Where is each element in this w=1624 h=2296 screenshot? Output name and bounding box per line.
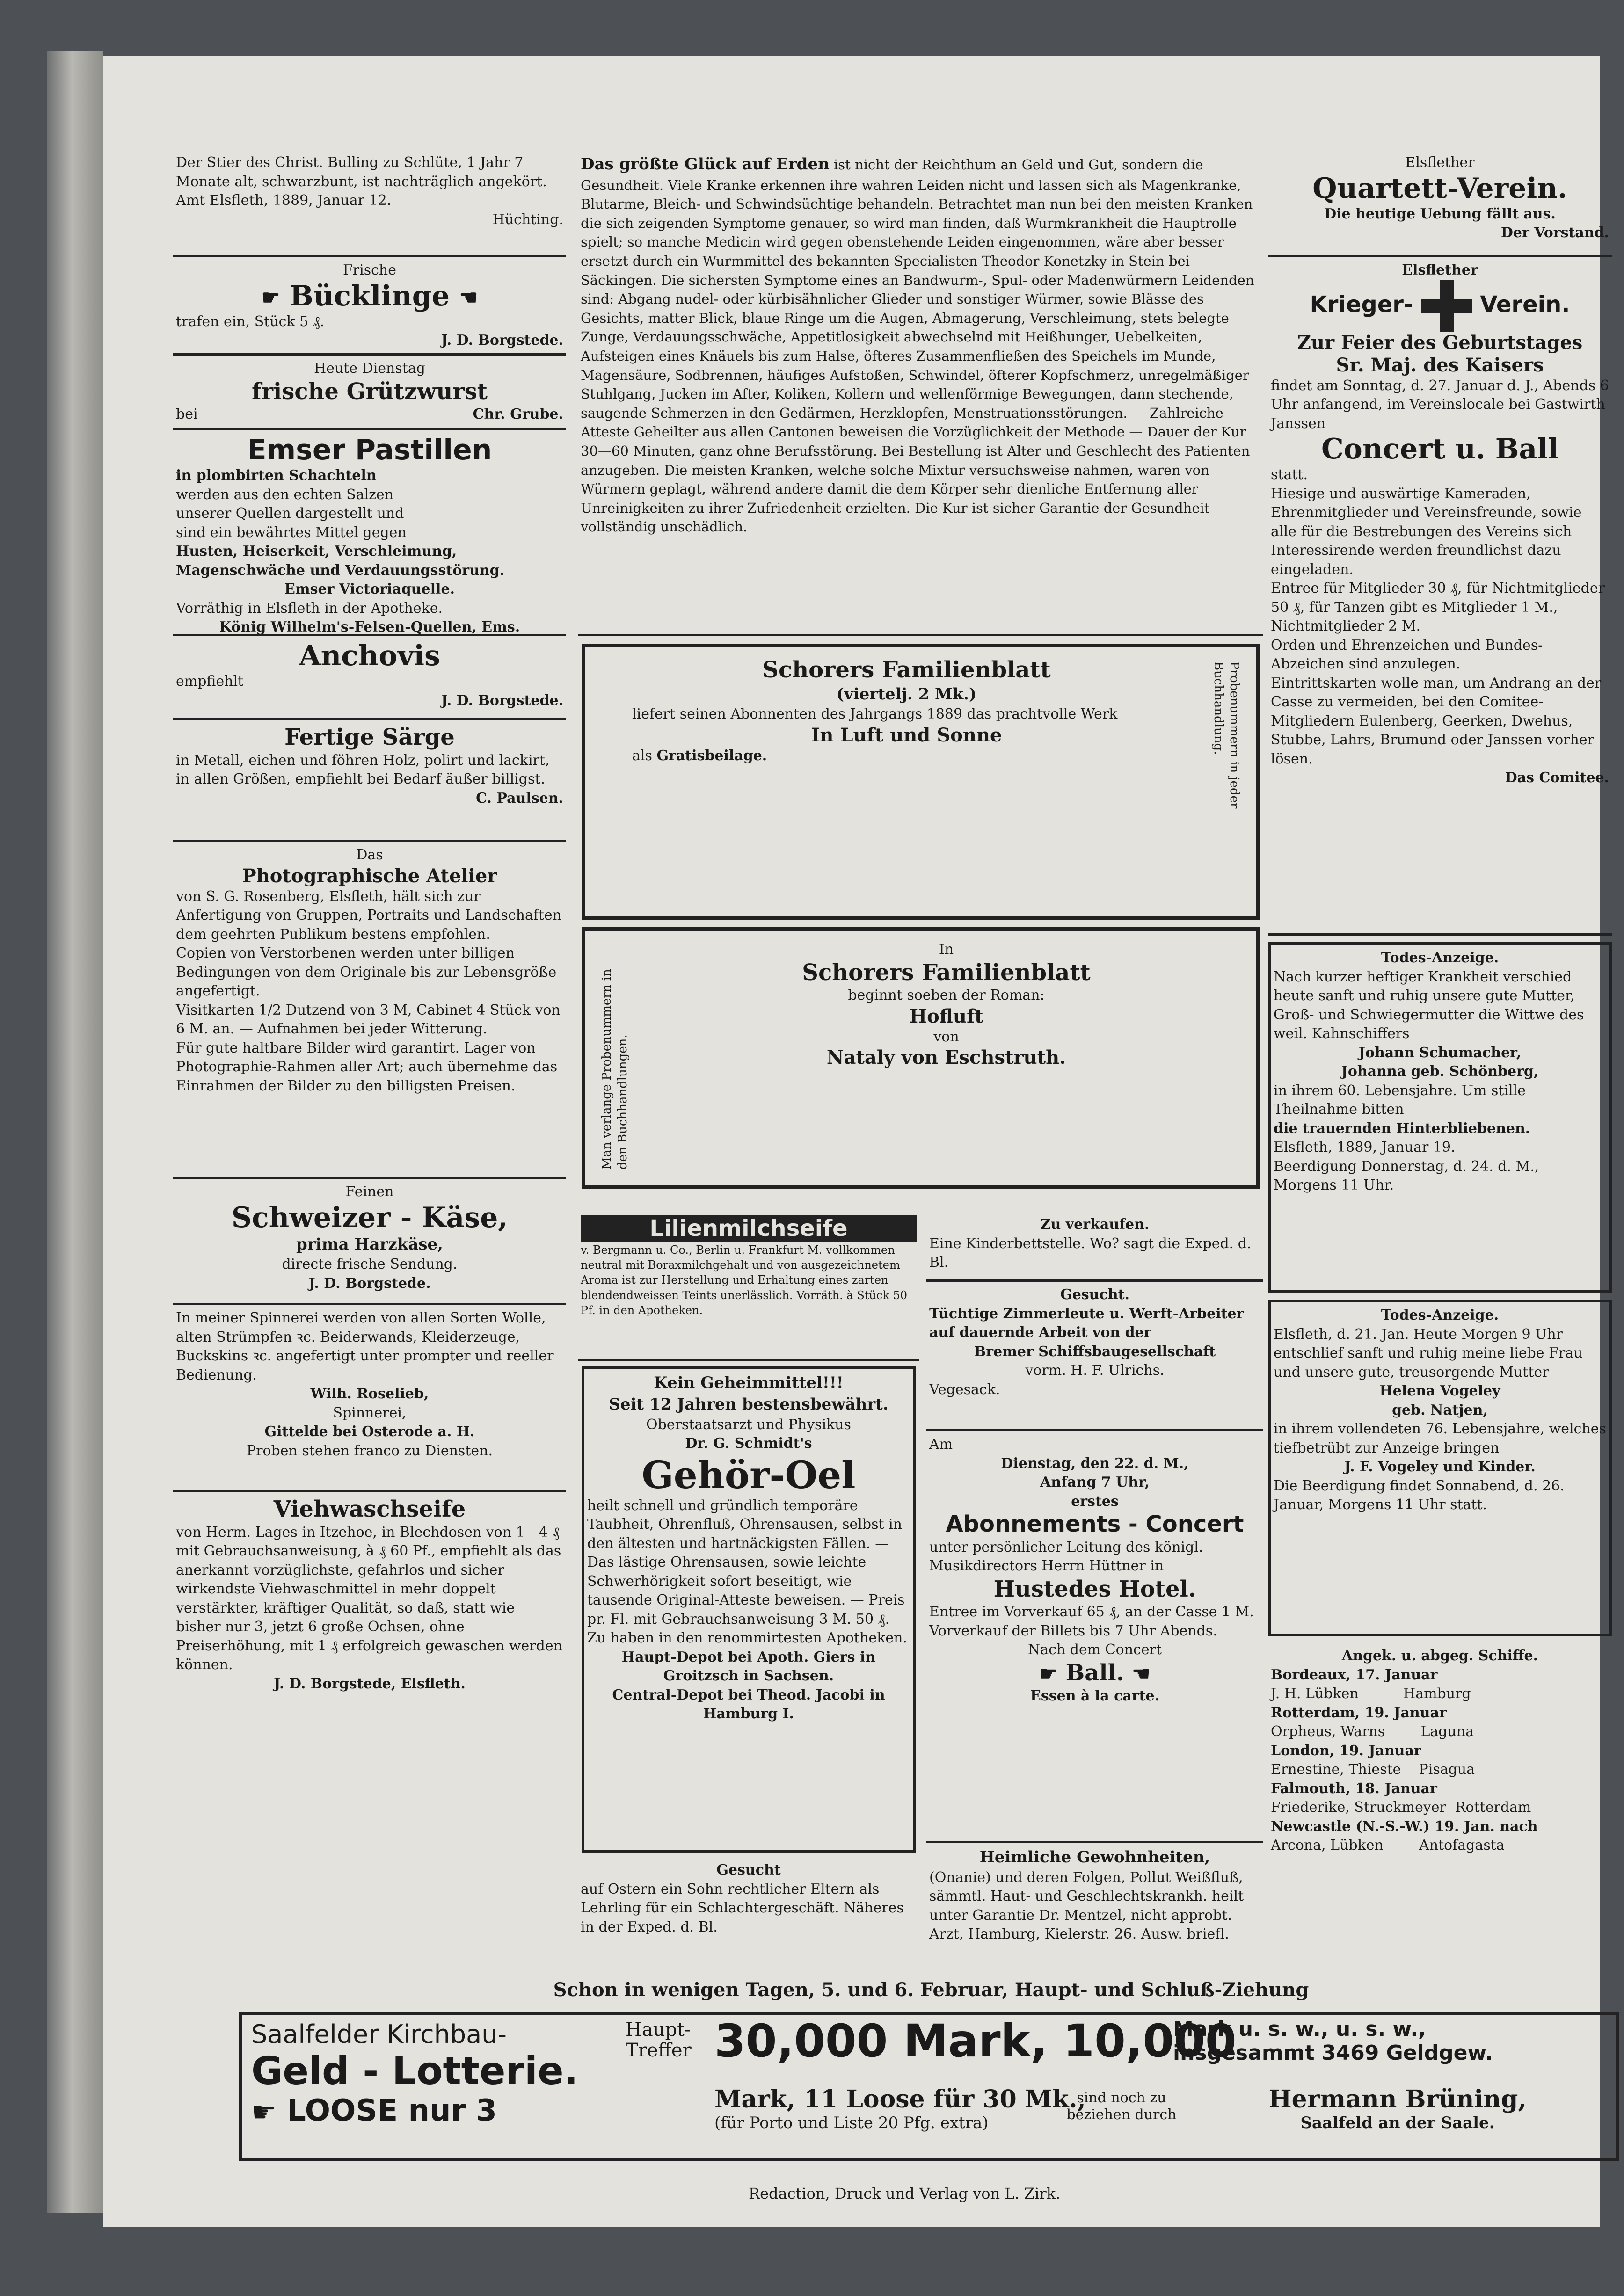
schiffe-row-6: Falmouth, 18. Januar (1271, 1780, 1437, 1797)
buecklinge-top: Frische (342, 262, 397, 278)
todes1-sign: die trauernden Hinterbliebenen. (1274, 1120, 1530, 1137)
buecklinge-title (176, 280, 563, 312)
saerge-firm: C. Paulsen. (476, 790, 563, 807)
zimmerleute-title: Gesucht. (1060, 1286, 1129, 1303)
pointing-hand-icon: ☛ (251, 2096, 277, 2129)
ad-heimlich (926, 1843, 1263, 1951)
lottery-loose-line (251, 2093, 616, 2129)
lottery-left1: Saalfelder Kirchbau- (251, 2020, 507, 2049)
viehwasch-text: von Herm. Lages in Itzehoe, in Blechdosen von 1—4 ₰ mit Gebrauchsanweisung, à ₰ 60 Pf., empfiehlt als das anerkannt vorzüglichste, gefahrlos und sicher wirkendste Viehwaschmittel in mehr doppelt verstärkter, kräftiger Qualität, so daß, statt wie bisher nur 3, jetzt 6 große Ochsen, ohne Preiserhöhung, mit 1 ₰ erfolgreich gewaschen werden können. (176, 1524, 562, 1673)
schiffe-row-0: Bordeaux, 17. Januar (1271, 1666, 1438, 1683)
zimmerleute-firm: Bremer Schiffsbaugesellschaft (974, 1343, 1216, 1360)
gruetzwurst-firm: Chr. Grube. (473, 406, 563, 423)
lottery-place: Saalfeld an der Saale. (1300, 2114, 1495, 2132)
ad-viehwasch (173, 1492, 566, 1773)
schorers1-text: liefert seinen Abonnenten des Jahrgangs 1889 das prachtvolle Werk (632, 706, 1118, 723)
concert-l4: erstes (1071, 1493, 1119, 1510)
spinnerei-last: Proben stehen franco zu Diensten. (246, 1442, 493, 1459)
ad-lilien (578, 1212, 919, 1361)
ad-anchovis (173, 636, 566, 720)
kaese-sub: prima Harzkäse, (296, 1235, 444, 1254)
zimmerleute-sub: vorm. H. F. Ulrichs. (1025, 1362, 1165, 1379)
krieger-l1: Zur Feier des Geburtstages (1297, 331, 1583, 354)
krieger-text: Hiesige und auswärtige Kameraden, Ehrenmitglieder und Vereinsfreunde, sowie alle für die Bestrebungen des Vereins sich Interessirende werden freundlichst dazu eingeladen. (1271, 485, 1582, 578)
emser-l3: unserer Quellen dargestellt und (176, 505, 404, 522)
kaese-top: Feinen (345, 1184, 394, 1200)
concert-l6: Entree im Vorverkauf 65 ₰, an der Casse 1 M. (929, 1604, 1254, 1620)
book-binding-edge (47, 51, 103, 2213)
iron-cross-icon (1421, 280, 1472, 332)
schiffe-row-8: Newcastle (N.-S.-W.) 19. Jan. nach (1271, 1818, 1538, 1835)
imprint-footer: Redaction, Druck und Verlag von L. Zirk. (749, 2185, 1061, 2202)
photo-title: Photographische Atelier (242, 865, 497, 887)
concert-hotel: Hustedes Hotel. (993, 1576, 1196, 1602)
schorers2-novel: Hofluft (909, 1005, 983, 1027)
schorers2-side: Man verlange Probenummern in den Buchhandlungen. (600, 969, 630, 1170)
zimmerleute-text: Tüchtige Zimmerleute u. Werft-Arbeiter auf dauernde Arbeit von der (929, 1305, 1244, 1341)
ad-schiffe (1268, 1643, 1612, 1905)
krieger-text3: Orden und Ehrenzeichen und Bundes-Abzeichen sind anzulegen. (1271, 637, 1543, 672)
stier-text: Der Stier des Christ. Bulling zu Schlüte, 1 Jahr 7 Monate alt, schwarzbunt, ist nachträglich angekört. (176, 154, 547, 190)
kaese-line: directe frische Sendung. (282, 1256, 458, 1273)
anchovis-line: empfiehlt (176, 673, 244, 690)
pointing-hand-icon-right: ☚ (459, 285, 478, 310)
todes1-text2: in ihrem 60. Lebensjahre. Um stille Theilnahme bitten (1274, 1082, 1526, 1118)
column-3 (1268, 150, 1612, 1905)
schiffe-row-1: J. H. Lübken Hamburg (1271, 1686, 1471, 1702)
lottery-amount: 30,000 Mark, 10,000 (714, 2015, 1237, 2067)
concert-l1: Am (929, 1436, 953, 1453)
emser-l9: König Wilhelm's-Felsen-Quellen, Ems. (219, 619, 520, 635)
todes1-place: Elsfleth, 1889, Januar 19. (1274, 1139, 1456, 1155)
schorers1-title: Schorers Familienblatt (762, 657, 1051, 683)
gehoer-l4: Dr. G. Schmidt's (685, 1435, 812, 1452)
lottery-haupt (626, 2020, 710, 2061)
lottery-bezug: sind noch zu beziehen durch (1066, 2090, 1177, 2123)
emser-l1: in plombirten Schachteln (176, 467, 377, 484)
spinnerei-firm: Wilh. Roselieb, (310, 1386, 429, 1402)
schorers1-gratis: Gratisbeilage. (656, 747, 767, 764)
emser-title: Emser Pastillen (247, 434, 492, 466)
krieger-sign: Das Comitee. (1505, 770, 1609, 786)
verkaufen-text: Eine Kinderbettstelle. Wo? sagt die Exped. d. Bl. (929, 1235, 1252, 1271)
todes2-burial: Die Beerdigung findet Sonnabend, d. 26. Januar, Morgens 11 Uhr statt. (1274, 1477, 1565, 1513)
schiffe-row-2: Rotterdam, 19. Januar (1271, 1704, 1447, 1721)
ad-photo (173, 842, 566, 1179)
lottery-mark: Mark u. s. w., u. s. w., (1173, 2017, 1426, 2041)
todes2-sign: J. F. Vogeley und Kinder. (1344, 1459, 1536, 1475)
ad-verkaufen (926, 1212, 1263, 1282)
gruetzwurst-top: Heute Dienstag (314, 360, 425, 377)
concert-essen: Essen à la carte. (1030, 1687, 1160, 1704)
gehoer-text: heilt schnell und gründlich temporäre Taubheit, Ohrenfluß, Ohrensausen, selbst in den ältesten und hartnäckigsten Fällen. — Das lästige Ohrensausen, sowie leichte Schwerhörigkeit sofort beseitigt, wie tausende Original-Atteste beweisen. — Preis pr. Fl. mit Gebrauchsanweisung 3 M. 50 ₰. Zu haben in den renommirtesten Apotheken. (587, 1497, 908, 1647)
schiffe-row-9: Arcona, Lübken Antofagasta (1271, 1837, 1505, 1853)
glueck-lead: Das größte Glück auf Erden (581, 155, 830, 174)
gruetzwurst-bei: bei (176, 406, 198, 423)
ad-kaese (173, 1179, 566, 1305)
anchovis-firm: J. D. Borgstede. (441, 692, 563, 709)
column-2 (578, 150, 1263, 1943)
ad-quartett (1268, 150, 1612, 257)
todes2-text2: in ihrem vollendeten 76. Lebensjahre, welches tiefbetrübt zur Anzeige bringen (1274, 1421, 1606, 1456)
concert-l2: Dienstag, den 22. d. M., (1001, 1455, 1189, 1472)
viehwasch-title: Viehwaschseife (273, 1496, 466, 1522)
krieger-title: Concert u. Ball (1321, 433, 1558, 465)
emser-l5: Husten, Heiserkeit, Verschleimung, (176, 543, 457, 559)
krieger-title-line (1271, 280, 1609, 332)
ad-schorers-2 (582, 927, 1260, 1189)
quartett-l1: Die heutige Uebung fällt aus. (1324, 205, 1556, 222)
quartett-title: Quartett-Verein. (1312, 172, 1567, 205)
gehoer-l1: Kein Geheimmittel!!! (654, 1373, 844, 1392)
lottery-right (1173, 2017, 1603, 2065)
quartett-l2: Der Vorstand. (1500, 225, 1609, 241)
ad-spinnerei (173, 1305, 566, 1492)
schorers1-side: Probenummern in jeder Buchhandlung. (1211, 661, 1241, 809)
photo-text2: Copien von Verstorbenen werden unter billigen Bedingungen von dem Originale bis zur Lebensgröße angefertigt. (176, 945, 557, 999)
emser-l8: Vorräthig in Elsfleth in der Apotheke. (176, 600, 443, 617)
todes1-name2: Johanna geb. Schönberg, (1341, 1063, 1539, 1080)
concert-ball (929, 1660, 1260, 1687)
lottery-left2: Geld - Lotterie. (251, 2049, 578, 2093)
heimlich-title: Heimliche Gewohnheiten, (979, 1848, 1210, 1867)
buecklinge-firm: J. D. Borgstede. (441, 332, 563, 349)
krieger-l3: findet am Sonntag, d. 27. Januar d. J., Abends 6 Uhr anfangend, im Vereinslocale bei Gastwirth Janssen (1271, 377, 1609, 432)
todes2-title: Todes-Anzeige. (1381, 1307, 1499, 1323)
schiffe-row-4: London, 19. Januar (1271, 1742, 1421, 1759)
ad-glueck (578, 150, 1263, 636)
schorers2-von: von (933, 1028, 959, 1045)
krieger-text2: Entree für Mitglieder 30 ₰, für Nichtmitglieder 50 ₰, für Tanzen gibt es Mitglieder 1 M., Nichtmitglieder 2 M. (1271, 580, 1605, 634)
concert-title: Abonnements - Concert (946, 1511, 1244, 1537)
concert-l7: Vorverkauf der Billets bis 7 Uhr Abends. (929, 1622, 1217, 1639)
ad-todes-2 (1268, 1300, 1612, 1636)
lottery-price: Mark, 11 Loose für 30 Mk., (714, 2085, 1086, 2114)
ad-zimmerleute (926, 1282, 1263, 1431)
gehoer-l3: Oberstaatsarzt und Physikus (646, 1416, 851, 1433)
schorers1-price: (viertelj. 2 Mk.) (836, 684, 977, 704)
ad-krieger (1268, 257, 1612, 936)
todes1-burial: Beerdigung Donnerstag, d. 24. d. M., Morgens 11 Uhr. (1274, 1158, 1539, 1193)
saerge-title: Fertige Särge (284, 724, 455, 750)
todes2-name2: geb. Natjen, (1392, 1402, 1488, 1418)
krieger-text4: Eintrittskarten wolle man, um Andrang an der Casse zu vermeiden, bei den Comitee-Mitgliedern Eulenberg, Geerken, Dwehus, Stubbe, Lahrs, Brumund oder Janssen vorher lösen. (1271, 675, 1602, 767)
gesucht-lehrling-title: Gesucht (716, 1862, 781, 1878)
spinnerei-text: In meiner Spinnerei werden von allen Sorten Wolle, alten Strümpfen ꝛc. Beiderwands, Kleiderzeuge, Buckskins ꝛc. angefertigt unter prompter und reeller Bedienung. (176, 1310, 554, 1383)
spinnerei-place: Gittelde bei Osterode a. H. (264, 1424, 475, 1440)
krieger-left: Krieger- (1310, 291, 1413, 318)
concert-l5: unter persönlicher Leitung des königl. Musikdirectors Herrn Hüttner in (929, 1539, 1203, 1575)
photo-text3: Visitkarten 1/2 Dutzend von 3 M, Cabinet 4 Stück von 6 M. an. — Aufnahmen bei jeder Witterung. (176, 1002, 561, 1037)
ad-gehoer (582, 1366, 916, 1853)
krieger-right: Verein. (1480, 291, 1570, 318)
concert-l8: Nach dem Concert (1027, 1642, 1162, 1658)
kaese-firm: J. D. Borgstede. (308, 1275, 431, 1292)
ad-lottery (239, 2012, 1619, 2161)
emser-l4: sind ein bewährtes Mittel gegen (176, 524, 407, 541)
emser-l6: Magenschwäche und Verdauungsstörung. (176, 562, 505, 579)
schiffe-row-5: Ernestine, Thieste Pisagua (1271, 1761, 1475, 1778)
column-2-left (578, 1212, 919, 1965)
ad-emser (173, 430, 566, 636)
todes1-text: Nach kurzer heftiger Krankheit verschied heute sanft und ruhig unsere gute Mutter, Groß- und Schwiegermutter die Wittwe des weil. Kahnschiffers (1274, 968, 1584, 1042)
krieger-top: Elsflether (1402, 262, 1478, 278)
gruetzwurst-line (176, 405, 563, 424)
todes2-name1: Helena Vogeley (1379, 1383, 1500, 1399)
ad-saerge (173, 720, 566, 842)
stier-sign: Hüchting. (492, 211, 563, 228)
quartett-top: Elsflether (1405, 154, 1475, 171)
gesucht-lehrling-text: auf Ostern ein Sohn rechtlicher Eltern als Lehrling für ein Schlachtergeschäft. Näheres in der Exped. d. Bl. (581, 1881, 904, 1935)
todes2-text: Elsfleth, d. 21. Jan. Heute Morgen 9 Uhr entschlief sanft und ruhig meine liebe Frau und unsere gute, treusorgende Mutter (1274, 1326, 1583, 1381)
krieger-l4: statt. (1271, 466, 1308, 483)
lottery-treffer-text: Treffer (626, 2040, 692, 2061)
viehwasch-firm: J. D. Borgstede, Elsfleth. (274, 1675, 466, 1692)
ad-gruetzwurst (173, 356, 566, 430)
heimlich-text: (Onanie) und deren Folgen, Pollut Weißfluß, sämmtl. Haut- und Geschlechtskrankh. heilt unter Garantie Dr. Mentzel, nicht approbt. Arzt, Hamburg, Kielerstr. 26. Ausw. briefl. (929, 1869, 1244, 1943)
pointing-hand-icon-right: ☚ (1132, 1662, 1151, 1686)
lilien-text: v. Bergmann u. Co., Berlin u. Frankfurt M. vollkommen neutral mit Boraxmilchgehalt und von ausgezeichnetem Aroma ist zur Herstellung und Erhaltung eines zarten blendendweissen Teints unerlässlich. Vorräth. à Stück 50 Pf. in den Apotheken. (581, 1243, 908, 1317)
schorers1-gratis-line (632, 747, 1181, 766)
ad-stier (173, 150, 566, 257)
column-1 (173, 150, 566, 1773)
schiffe-row-3: Orpheus, Warns Laguna (1271, 1723, 1474, 1740)
gehoer-depot2: Central-Depot bei Theod. Jacobi in Hamburg I. (612, 1686, 885, 1722)
lottery-seller: Hermann Brüning, (1268, 2085, 1527, 2114)
photo-text1: von S. G. Rosenberg, Elsfleth, hält sich zur Anfertigung von Gruppen, Portraits und Landschaften dem geehrten Publikum bestens empfohlen. (176, 888, 562, 943)
todes1-name1: Johann Schumacher, (1358, 1044, 1522, 1061)
saerge-text: in Metall, eichen und föhren Holz, polirt und lackirt, in allen Größen, empfiehlt bei Bedarf äußer billigst. (176, 752, 550, 788)
schorers2-line: beginnt soeben der Roman: (848, 987, 1045, 1004)
lottery-seller-block (1192, 2085, 1603, 2132)
lottery-banner-text: Schon in wenigen Tagen, 5. und 6. Februar, Haupt- und Schluß-Ziehung (553, 1979, 1309, 2001)
schorers2-top: In (939, 941, 954, 958)
lottery-haupt-text: Haupt- (626, 2019, 691, 2041)
ad-gesucht-lehrling (578, 1857, 919, 1965)
schiffe-row-7: Friederike, Struckmeyer Rotterdam (1271, 1799, 1531, 1816)
lottery-loose: LOOSE nur 3 (287, 2093, 497, 2128)
schorers1-gratis-pre: als (632, 747, 652, 764)
emser-l2: werden aus den echten Salzen (176, 486, 393, 503)
lottery-banner (229, 1979, 1624, 2001)
ad-schorers-1 (582, 644, 1260, 920)
glueck-text: ist nicht der Reichthum an Geld und Gut, sondern die Gesundheit. Viele Kranke erkennen ihre wahren Leiden nicht und lassen sich als Magenkranke, Blutarme, Bleich- und Schwindsüchtige behandeln. Betrachtet man nun bei den meisten Kranken die sich zeigenden Symptome genauer, so wird man finden, daß Wurmkrankheit die Hauptrolle spielt; so manche Medicin wird gegen obenstehende Leiden eingenommen, wäre aber besser ersetzt durch ein Wurmmittel des bekannten Specialisten Theodor Konetzky in Stein bei Säckingen. Die sichersten Symptome eines an Bandwurm-, Spul- oder Madenwürmern Leidenden sind: Abgang nudel- oder kürbisähnlicher Glieder und sonstiger Würmer, sowie Blässe des Gesichts, matter Blick, blaue Ringe um die Augen, Abmagerung, Verschleimung, stets belegte Zunge, Verdauungsschwäche, Appetitlosigkeit abwechselnd mit Heißhunger, Uebelkeiten, Aufsteigen eines Knäuels bis zum Halse, öfteres Zusammenfließen des Speichels im Munde, Magensäure, Sodbrennen, häufiges Aufstoßen, Schwindel, öfterer Kopfschmerz, unregelmäßiger Stuhlgang, Jucken im After, Koliken, Kollern und wellenförmige Bewegungen, dann stechende, saugende Schmerzen in den Gedärmen, Herzklopfen, Menstruationsstörungen. — Zahlreiche Atteste Geheilter aus allen Cantonen beweisen die Vorzüglichkeit der Methode — Dauer der Kur 30—60 Minuten, ganz ohne Berufsstörung. Bei Bestellung ist Alter und Geschlecht des Patienten anzugeben. Die meisten Kranken, welche solche Mixtur versuchsweise nahmen, waren von Würmern geplagt, während andere damit die dem Körper sehr dienliche Entfernung aller Unreinigkeiten zu ihrer Zufriedenheit erzielten. Die Kur ist sicher Garantie der Gesundheit vollständig unschädlich. (581, 157, 1254, 535)
lottery-total: insgesammt 3469 Geldgew. (1173, 2041, 1493, 2065)
gehoer-depot1: Haupt-Depot bei Apoth. Giers in Groitzsch in Sachsen. (621, 1649, 876, 1685)
concert-l3: Anfang 7 Uhr, (1040, 1474, 1150, 1490)
spinnerei-sub: Spinnerei, (333, 1404, 407, 1421)
gruetzwurst-title: frische Grützwurst (252, 378, 488, 405)
gehoer-title: Gehör-Oel (641, 1453, 856, 1497)
lottery-porto: (für Porto und Liste 20 Pfg. extra) (714, 2114, 989, 2132)
column-2-right (926, 1212, 1263, 1951)
schorers1-work: In Luft und Sonne (811, 724, 1002, 746)
zimmerleute-place: Vegesack. (929, 1381, 1000, 1398)
emser-l7: Emser Victoriaquelle. (284, 581, 455, 597)
schorers2-author: Nataly von Eschstruth. (826, 1046, 1066, 1069)
verkaufen-title: Zu verkaufen. (1040, 1216, 1150, 1233)
krieger-l2: Sr. Maj. des Kaisers (1336, 354, 1544, 376)
lottery-left (251, 2020, 616, 2129)
ad-concert (926, 1431, 1263, 1843)
gehoer-l2: Seit 12 Jahren bestensbewährt. (609, 1395, 888, 1414)
pointing-hand-icon: ☛ (261, 285, 280, 310)
photo-text4: Für gute haltbare Bilder wird garantirt. Lager von Photographie-Rahmen aller Art; auch übernehme das Einrahmen der Bilder zu den billigsten Preisen. (176, 1039, 558, 1094)
buecklinge-title-text: Bücklinge (290, 279, 450, 312)
glueck-para (581, 153, 1260, 537)
pointing-hand-icon: ☛ (1039, 1662, 1058, 1686)
ad-buecklinge (173, 257, 566, 356)
concert-ball-text: Ball. (1065, 1659, 1124, 1686)
ad-todes-1 (1268, 942, 1612, 1293)
lilien-title: Lilienmilchseife (581, 1215, 917, 1242)
schiffe-title: Angek. u. abgeg. Schiffe. (1341, 1648, 1538, 1664)
photo-top: Das (356, 847, 383, 863)
kaese-title: Schweizer - Käse, (231, 1201, 508, 1234)
todes1-title: Todes-Anzeige. (1381, 950, 1499, 966)
schorers2-title: Schorers Familienblatt (802, 959, 1091, 986)
stier-amt: Amt Elsfleth, 1889, Januar 12. (176, 192, 392, 209)
anchovis-title: Anchovis (299, 639, 440, 672)
buecklinge-line: trafen ein, Stück 5 ₰. (176, 313, 325, 330)
